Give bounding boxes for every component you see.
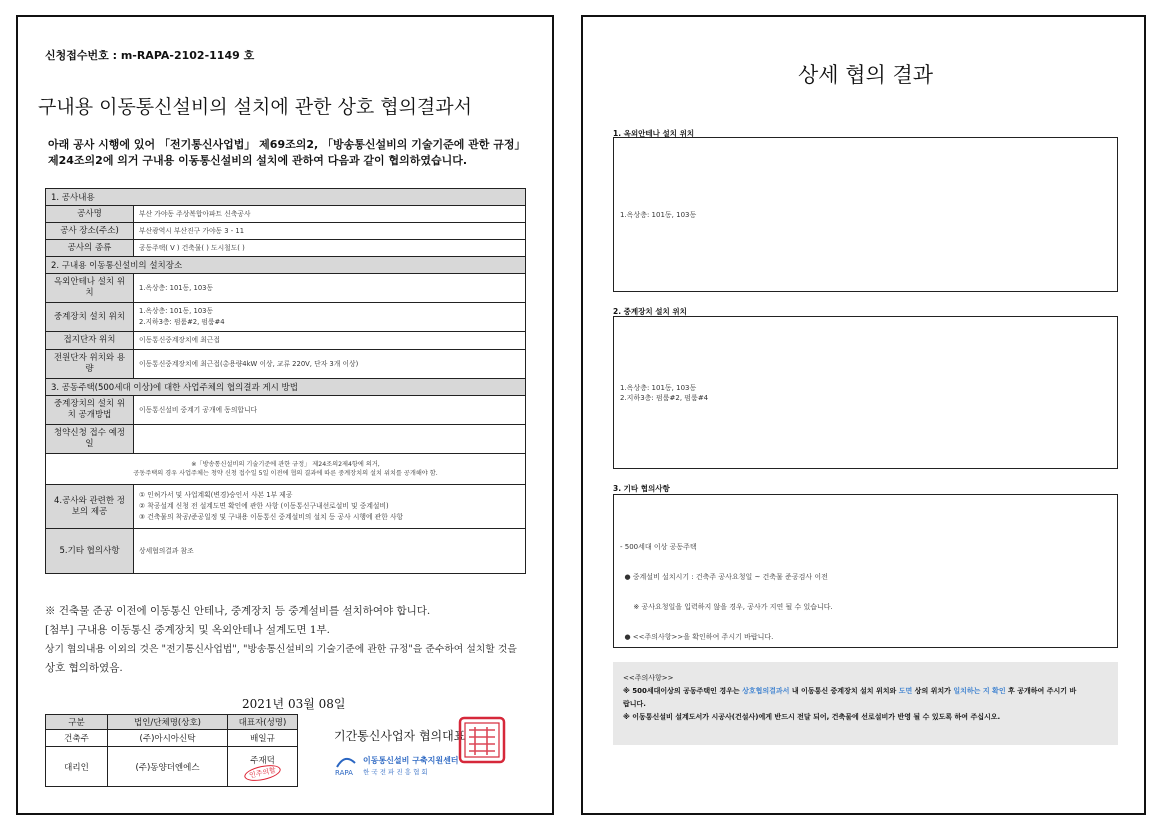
signature-stamp: 인주의할 — [243, 762, 282, 783]
row-value: 상세협의결과 참조 — [134, 529, 526, 574]
row-label: 옥외안테나 설치 위치 — [46, 274, 134, 303]
row-label: 공사의 종류 — [46, 240, 134, 257]
row-label: 공사 장소(주소) — [46, 223, 134, 240]
box-label: 1. 옥외안테나 설치 위치 — [613, 129, 695, 138]
row-label: 청약신청 접수 예정일 — [46, 425, 134, 454]
row-label: 접지단자 위치 — [46, 332, 134, 350]
column-header: 법인/단체명(상호) — [108, 715, 228, 730]
row-value: 부산 가야동 주상복합아파트 신축공사 — [134, 206, 526, 223]
closing-text: ※ 건축물 준공 이전에 이동통신 안테나, 중계장치 등 중계설비를 설치하여야 합니다. [첨부] 구내용 이동통신 중계장치 및 옥외안테나 설계도면 1부. 상기 협의내용 이외의 것은 "전기통신사업법", "방송통신설비의 기술기준에 관한 규정"을 준수하여 설치할 것을 상호 협의하였음. — [45, 605, 517, 674]
document-title: 구내용 이동통신설비의 설치에 관한 상호 협의결과서 — [38, 96, 472, 118]
agreement-table — [45, 188, 526, 574]
antenna-location-box: 1.옥상층: 101동, 103동 — [613, 137, 1118, 292]
signature-table — [45, 714, 298, 787]
signer-rep: 배일규 — [228, 730, 298, 747]
column-header: 구분 — [46, 715, 108, 730]
column-header: 대표자(성명) — [228, 715, 298, 730]
official-seal — [457, 715, 507, 765]
caution-notice: <<주의사항>> ※ 500세대이상의 공동주택인 경우는 상호협의결과서 내 이동통신 중계장치 설치 위치와 도면 상의 위치가 일치하는 지 확인 후 공개하여 주시기 바 랍니다. ※ 이동통신설비 설계도서가 시공사(건설사)에게 반드시 전달 되어, 건축물에 선로설비가 반영 될 수 있도록 하여 주십시오. — [613, 662, 1118, 745]
signer-role: 대리인 — [46, 747, 108, 787]
row-value: 부산광역시 부산진구 가야동 3 - 11 — [134, 223, 526, 240]
box-label: 3. 기타 협의사항 — [613, 484, 670, 493]
row-value: ① 인허가서 및 사업계획(변경)승인서 사본 1부 제공 ② 착공설계 신청 전 설계도면 확인에 관한 사항 (이동통신구내선로설비 및 중계설비) ③ 건축물의 착공/준공일정 및 구내용 이동통신 중계설비의 설치 등 공사 시행에 관한 사항 — [134, 485, 526, 529]
detail-results-page — [581, 15, 1146, 815]
row-label: 전원단자 위치와 용량 — [46, 350, 134, 379]
row-label: 공사명 — [46, 206, 134, 223]
signer-role: 건축주 — [46, 730, 108, 747]
detail-title: 상세 협의 결과 — [797, 63, 934, 87]
svg-text:이동통신설비 구축지원센터: 이동통신설비 구축지원센터 — [363, 756, 459, 765]
row-label: 중계장치의 설치 위치 공개방법 — [46, 396, 134, 425]
row-label: 중계장치 설치 위치 — [46, 303, 134, 332]
row-value: 이동통신설비 중계기 공개에 동의합니다 — [134, 396, 526, 425]
row-label: 4.공사와 관련한 정보의 제공 — [46, 485, 134, 529]
svg-text:RAPA: RAPA — [335, 769, 353, 777]
agreement-form-page — [16, 15, 554, 815]
other-matters-box: - 500세대 이상 공동주택 ● 중계설비 설치시기 : 건축주 공사요청일 ~ 건축물 준공검사 이전 ※ 공사요청일을 입력하지 않을 경우, 공사가 지연 될 수 있습니다. ● <<주의사항>>을 확인하여 주시기 바랍니다. — [613, 494, 1118, 648]
section-heading: 1. 공사내용 — [46, 189, 526, 206]
signer-rep-cell: 주재덕 인주의할 — [228, 747, 298, 787]
signer-company: (주)동양더엔에스 — [108, 747, 228, 787]
agency-representative: 기간통신사업자 협의대표 — [334, 729, 466, 743]
row-value: 공동주택( V ) 건축물( ) 도시철도( ) — [134, 240, 526, 257]
row-value: 1.옥상층: 101동, 103동 — [134, 274, 526, 303]
section-heading: 2. 구내용 이동통신설비의 설치장소 — [46, 257, 526, 274]
signer-company: (주)아시아신탁 — [108, 730, 228, 747]
application-number: 신청접수번호 : m-RAPA-2102-1149 호 — [45, 49, 255, 62]
regulation-note: ※「방송통신설비의 기술기준에 관한 규정」 제24조의2제4항에 의거, 공동주택의 경우 사업주체는 청약 신청 접수일 5일 이전에 협의 결과에 따른 중계장치의 설치 위치를 공개해야 함. — [46, 454, 526, 485]
row-value: 이동통신중계장치에 최근접(총용량4kW 이상, 교류 220V, 단자 3개 이상) — [134, 350, 526, 379]
svg-text:한 국 전 파 진 흥 협 회: 한 국 전 파 진 흥 협 회 — [363, 768, 428, 776]
box-label: 2. 중계장치 설치 위치 — [613, 307, 687, 316]
row-value: 1.옥상층: 101동, 103동 2.지하3층: 펌룸#2, 펌룸#4 — [134, 303, 526, 332]
row-value: 이동통신중계장치에 최근접 — [134, 332, 526, 350]
repeater-location-box: 1.옥상층: 101동, 103동 2.지하3층: 펌룸#2, 펌룸#4 — [613, 316, 1118, 469]
section-heading: 3. 공동주택(500세대 이상)에 대한 사업주체의 협의결과 게시 방법 — [46, 379, 526, 396]
row-value — [134, 425, 526, 454]
intro-text: 아래 공사 시행에 있어 「전기통신사업법」 제69조의2, 「방송통신설비의 기술기준에 관한 규정」 제24조의2에 의거 구내용 이동통신설비의 설치에 관하여 다음과 같이 협의하였습니다. — [48, 138, 526, 167]
row-label: 5.기타 협의사항 — [46, 529, 134, 574]
agreement-date: 2021년 03월 08일 — [242, 697, 346, 711]
